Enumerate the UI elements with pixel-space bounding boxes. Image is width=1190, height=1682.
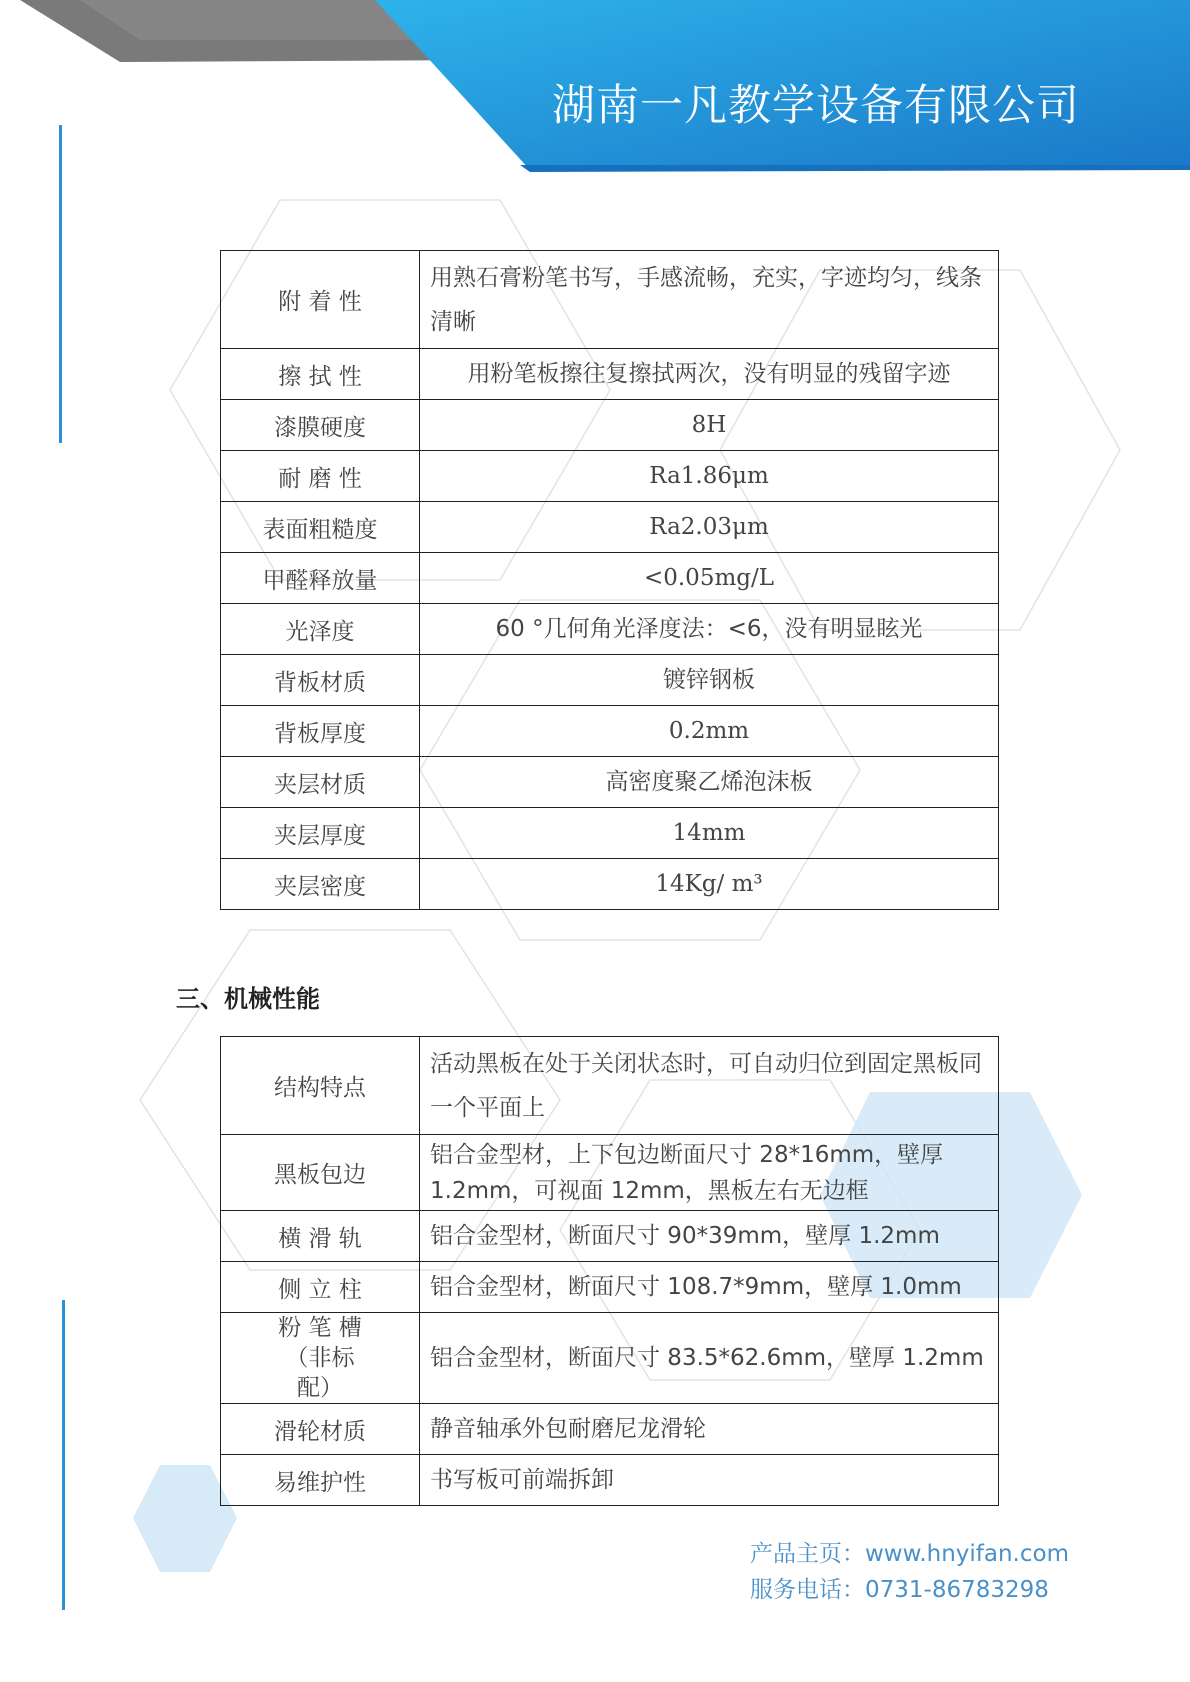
row-label: 光泽度 — [221, 604, 420, 655]
company-name: 湖南一凡教学设备有限公司 — [552, 81, 1080, 131]
row-value: 用粉笔板擦往复擦拭两次，没有明显的残留字迹 — [420, 349, 999, 400]
row-value: 书写板可前端拆卸 — [420, 1455, 999, 1506]
row-label: 擦 拭 性 — [221, 349, 420, 400]
row-label: 漆膜硬度 — [221, 400, 420, 451]
row-label: 耐 磨 性 — [221, 451, 420, 502]
row-label: 粉 笔 槽（非标配） — [221, 1313, 420, 1404]
table-row — [221, 1313, 999, 1404]
table-row — [221, 451, 999, 502]
left-accent-line-top — [59, 125, 62, 443]
left-accent-line-bottom — [62, 1300, 65, 1610]
table-row — [221, 400, 999, 451]
row-label: 夹层厚度 — [221, 808, 420, 859]
row-label: 甲醛释放量 — [221, 553, 420, 604]
row-label: 易维护性 — [221, 1455, 420, 1506]
table-row — [221, 706, 999, 757]
table-row — [221, 1262, 999, 1313]
row-value: 60 °几何角光泽度法：<6，没有明显眩光 — [420, 604, 999, 655]
table-row — [221, 655, 999, 706]
row-label: 表面粗糙度 — [221, 502, 420, 553]
row-label: 侧 立 柱 — [221, 1262, 420, 1313]
mechanical-properties-table — [220, 1036, 999, 1506]
section-title: 三、机械性能 — [176, 985, 320, 1013]
row-label: 附 着 性 — [221, 251, 420, 349]
row-value: 用熟石膏粉笔书写，手感流畅，充实，字迹均匀，线条清晰 — [420, 251, 999, 349]
row-value: Ra1.86μm — [420, 451, 999, 502]
table-row — [221, 757, 999, 808]
table-row — [221, 1455, 999, 1506]
row-value: 活动黑板在处于关闭状态时，可自动归位到固定黑板同一个平面上 — [420, 1037, 999, 1135]
table-row — [221, 1404, 999, 1455]
row-value: 0.2mm — [420, 706, 999, 757]
row-value: 高密度聚乙烯泡沫板 — [420, 757, 999, 808]
table-row — [221, 1037, 999, 1135]
row-value: 8H — [420, 400, 999, 451]
table-row — [221, 553, 999, 604]
footer-website: 产品主页：www.hnyifan.com — [750, 1541, 1069, 1567]
table-row — [221, 1135, 999, 1211]
row-label: 夹层材质 — [221, 757, 420, 808]
table-row — [221, 859, 999, 910]
row-value: <0.05mg/L — [420, 553, 999, 604]
row-value: Ra2.03μm — [420, 502, 999, 553]
row-label: 横 滑 轨 — [221, 1211, 420, 1262]
table-row — [221, 251, 999, 349]
row-label: 黑板包边 — [221, 1135, 420, 1211]
surface-properties-table — [220, 250, 999, 910]
table-row — [221, 502, 999, 553]
row-value: 静音轴承外包耐磨尼龙滑轮 — [420, 1404, 999, 1455]
row-value: 铝合金型材，断面尺寸 108.7*9mm，壁厚 1.0mm — [420, 1262, 999, 1313]
row-value: 铝合金型材，上下包边断面尺寸 28*16mm，壁厚1.2mm，可视面 12mm，黑板左右无边框 — [420, 1135, 999, 1211]
row-label: 背板厚度 — [221, 706, 420, 757]
row-value: 14Kg/ m³ — [420, 859, 999, 910]
row-label: 滑轮材质 — [221, 1404, 420, 1455]
table-row — [221, 604, 999, 655]
row-label: 夹层密度 — [221, 859, 420, 910]
row-value: 铝合金型材，断面尺寸 90*39mm，壁厚 1.2mm — [420, 1211, 999, 1262]
row-value: 镀锌钢板 — [420, 655, 999, 706]
table-row — [221, 808, 999, 859]
row-label: 结构特点 — [221, 1037, 420, 1135]
row-value: 14mm — [420, 808, 999, 859]
footer-phone: 服务电话：0731-86783298 — [750, 1577, 1049, 1603]
row-label: 背板材质 — [221, 655, 420, 706]
row-value: 铝合金型材，断面尺寸 83.5*62.6mm，壁厚 1.2mm — [420, 1313, 999, 1404]
table-row — [221, 1211, 999, 1262]
table-row — [221, 349, 999, 400]
